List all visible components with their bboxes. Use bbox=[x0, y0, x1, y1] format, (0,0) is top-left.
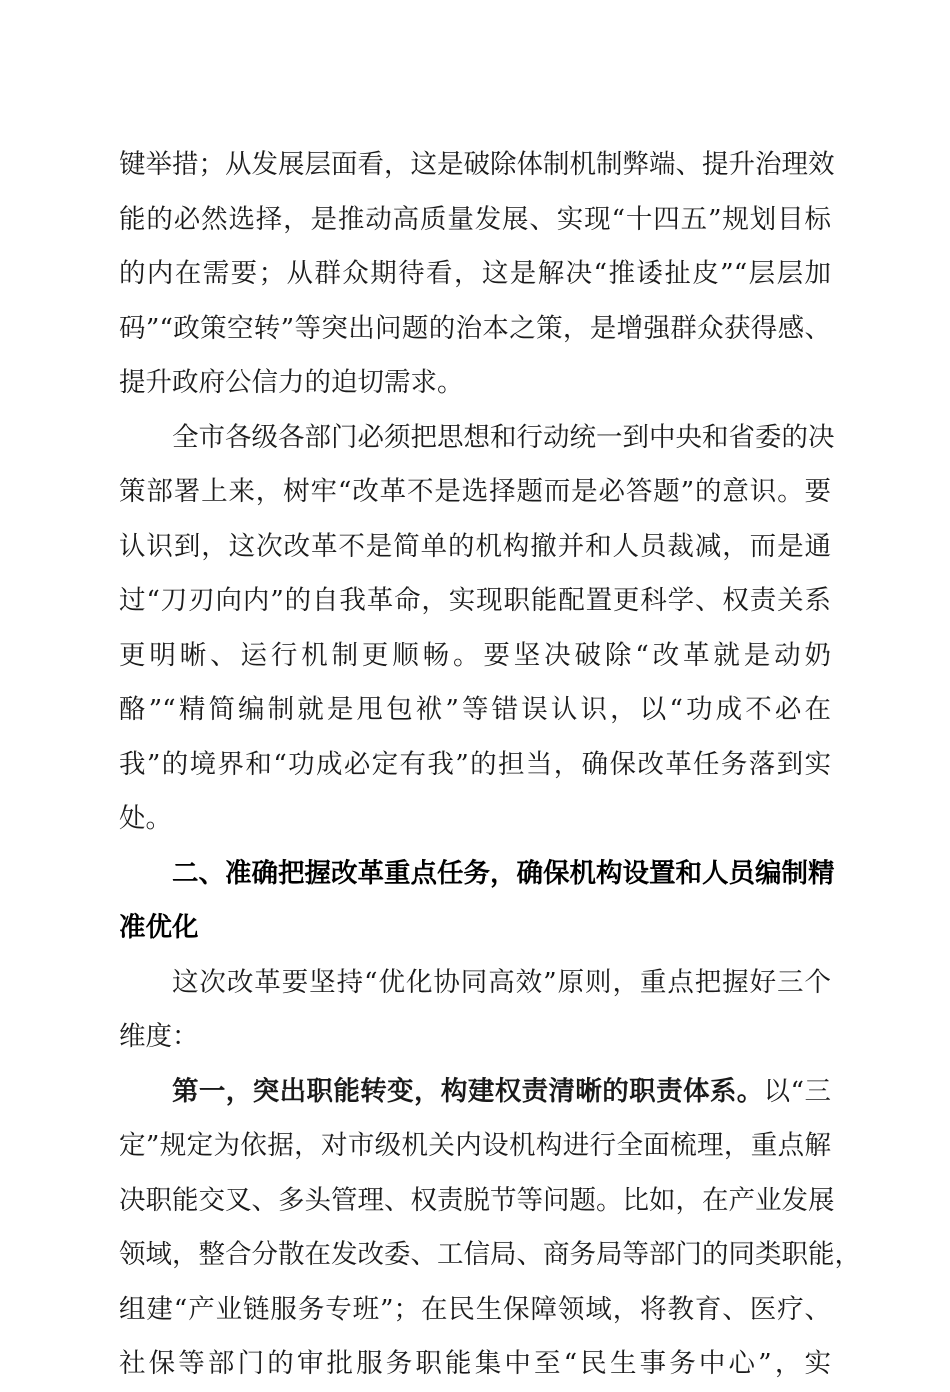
text-line: 键举措；从发展层面看，这是破除体制机制弊端、提升治理效 bbox=[119, 149, 835, 180]
text-line: 更明晰、运行机制更顺畅。要坚决破除“改革就是动奶 bbox=[119, 639, 831, 671]
section-heading-2 bbox=[119, 847, 835, 956]
text-line: 领域，整合分散在发改委、工信局、商务局等部门的同类职能， bbox=[119, 1239, 861, 1270]
text-line: 提升政府公信力的迫切需求。 bbox=[119, 367, 464, 398]
text-line: 认识到，这次改革不是简单的机构撤并和人员裁减，而是通 bbox=[119, 530, 831, 562]
lead-continuation: 以“三 bbox=[763, 1075, 831, 1107]
text-line: 决职能交叉、多头管理、权责脱节等问题。比如，在产业发展 bbox=[119, 1184, 835, 1216]
bold-lead-sentence: 第一，突出职能转变，构建权责清晰的职责体系。 bbox=[172, 1075, 764, 1107]
text-line: 社保等部门的审批服务职能集中至“民生事务中心”，实 bbox=[119, 1348, 831, 1379]
text-line: 过“刀刃向内”的自我革命，实现职能配置更科学、权责关系 bbox=[119, 585, 831, 616]
heading-line: 二、准确把握改革重点任务，确保机构设置和人员编制精 bbox=[172, 857, 835, 889]
text-line: 这次改革要坚持“优化协同高效”原则，重点把握好三个 bbox=[172, 966, 831, 998]
paragraph-1 bbox=[119, 138, 835, 411]
text-line: 组建“产业链服务专班”；在民生保障领域，将教育、医疗、 bbox=[119, 1293, 831, 1325]
text-line: 处。 bbox=[119, 803, 172, 834]
text-line-with-lead bbox=[119, 1065, 831, 1120]
document-body bbox=[119, 138, 861, 1392]
text-line: 维度： bbox=[119, 1021, 199, 1052]
text-line: 全市各级各部门必须把思想和行动统一到中央和省委的决 bbox=[172, 421, 835, 453]
text-line: 能的必然选择，是推动高质量发展、实现“十四五”规划目标 bbox=[119, 203, 831, 235]
text-line: 定”规定为依据，对市级机关内设机构进行全面梳理，重点解 bbox=[119, 1130, 831, 1161]
heading-line: 准优化 bbox=[119, 912, 199, 943]
text-line: 策部署上来，树牢“改革不是选择题而是必答题”的意识。要 bbox=[119, 476, 831, 507]
paragraph-4 bbox=[119, 1065, 861, 1392]
paragraph-3 bbox=[119, 956, 831, 1065]
text-line: 我”的境界和“功成必定有我”的担当，确保改革任务落到实 bbox=[119, 748, 831, 780]
text-line: 码”“政策空转”等突出问题的治本之策，是增强群众获得感、 bbox=[119, 312, 831, 344]
paragraph-2 bbox=[119, 411, 835, 847]
text-line: 酪”“精简编制就是甩包袱”等错误认识，以“功成不必在 bbox=[119, 694, 831, 725]
text-line: 的内在需要；从群众期待看，这是解决“推诿扯皮”“层层加 bbox=[119, 258, 831, 289]
